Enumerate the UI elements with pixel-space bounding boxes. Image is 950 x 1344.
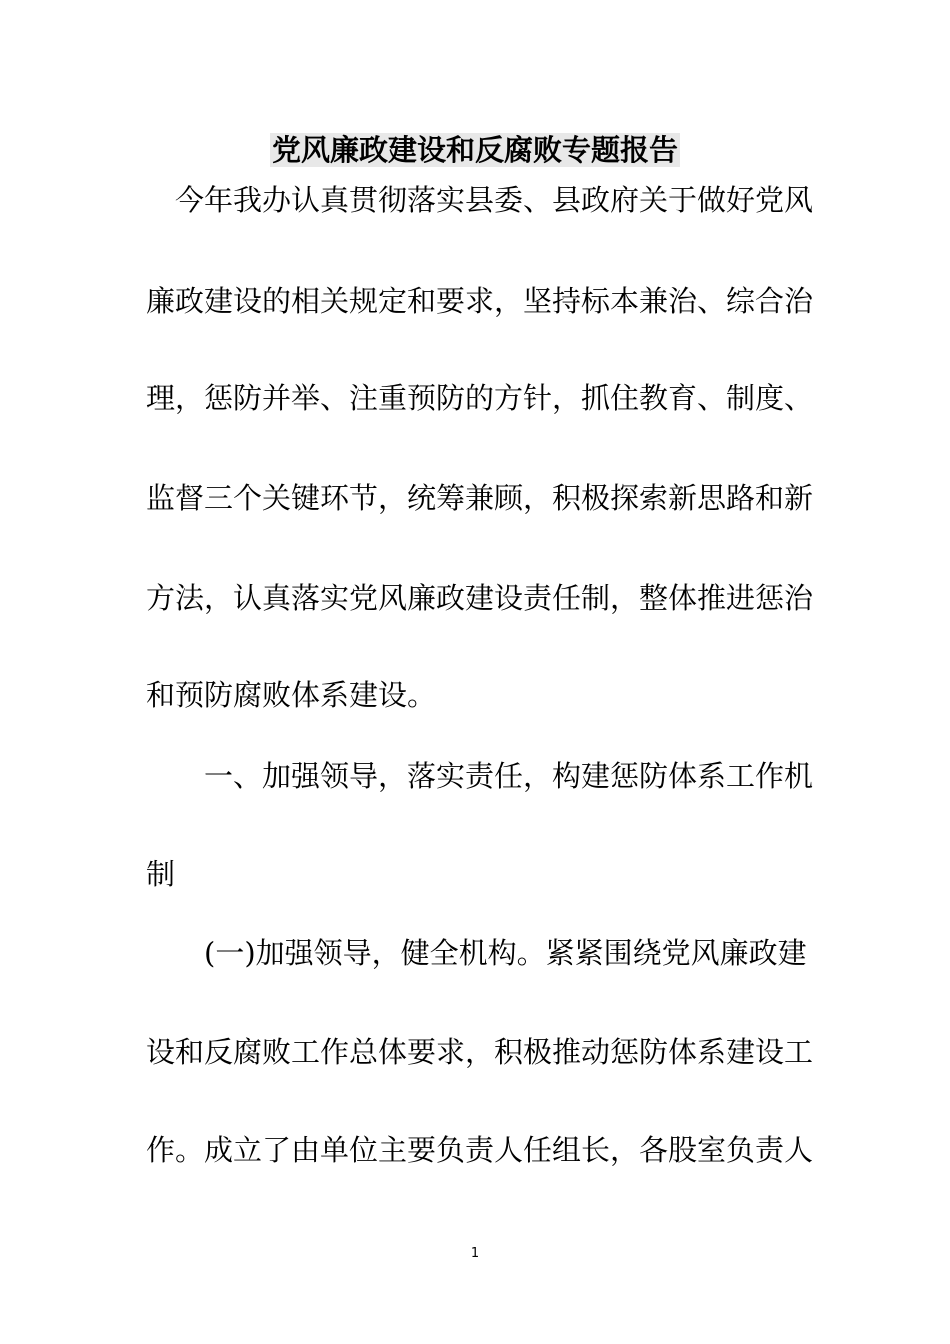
section-heading-line-2: 制 <box>146 857 176 891</box>
title-text: 党风廉政建设和反腐败专题报告 <box>271 133 678 167</box>
body-line-1: 今年我办认真贯彻落实县委、县政府关于做好党风 <box>175 183 814 217</box>
section-heading-line-1: 一、加强领导，落实责任，构建惩防体系工作机 <box>204 759 814 793</box>
page-number: 1 <box>470 1246 480 1261</box>
body-line-5: 方法，认真落实党风廉政建设责任制，整体推进惩治 <box>146 581 814 615</box>
body-line-4: 监督三个关键环节，统筹兼顾，积极探索新思路和新 <box>146 481 814 515</box>
body-line-2: 廉政建设的相关规定和要求，坚持标本兼治、综合治 <box>146 284 814 318</box>
body-line-9: (一)加强领导，健全机构。紧紧围绕党风廉政建 <box>204 936 807 970</box>
body-line-3: 理，惩防并举、注重预防的方针，抓住教育、制度、 <box>146 381 814 415</box>
document-title <box>0 132 950 168</box>
body-line-6: 和预防腐败体系建设。 <box>146 678 437 712</box>
body-line-11: 作。成立了由单位主要负责人任组长，各股室负责人 <box>146 1133 814 1167</box>
body-line-10: 设和反腐败工作总体要求，积极推动惩防体系建设工 <box>146 1035 814 1069</box>
